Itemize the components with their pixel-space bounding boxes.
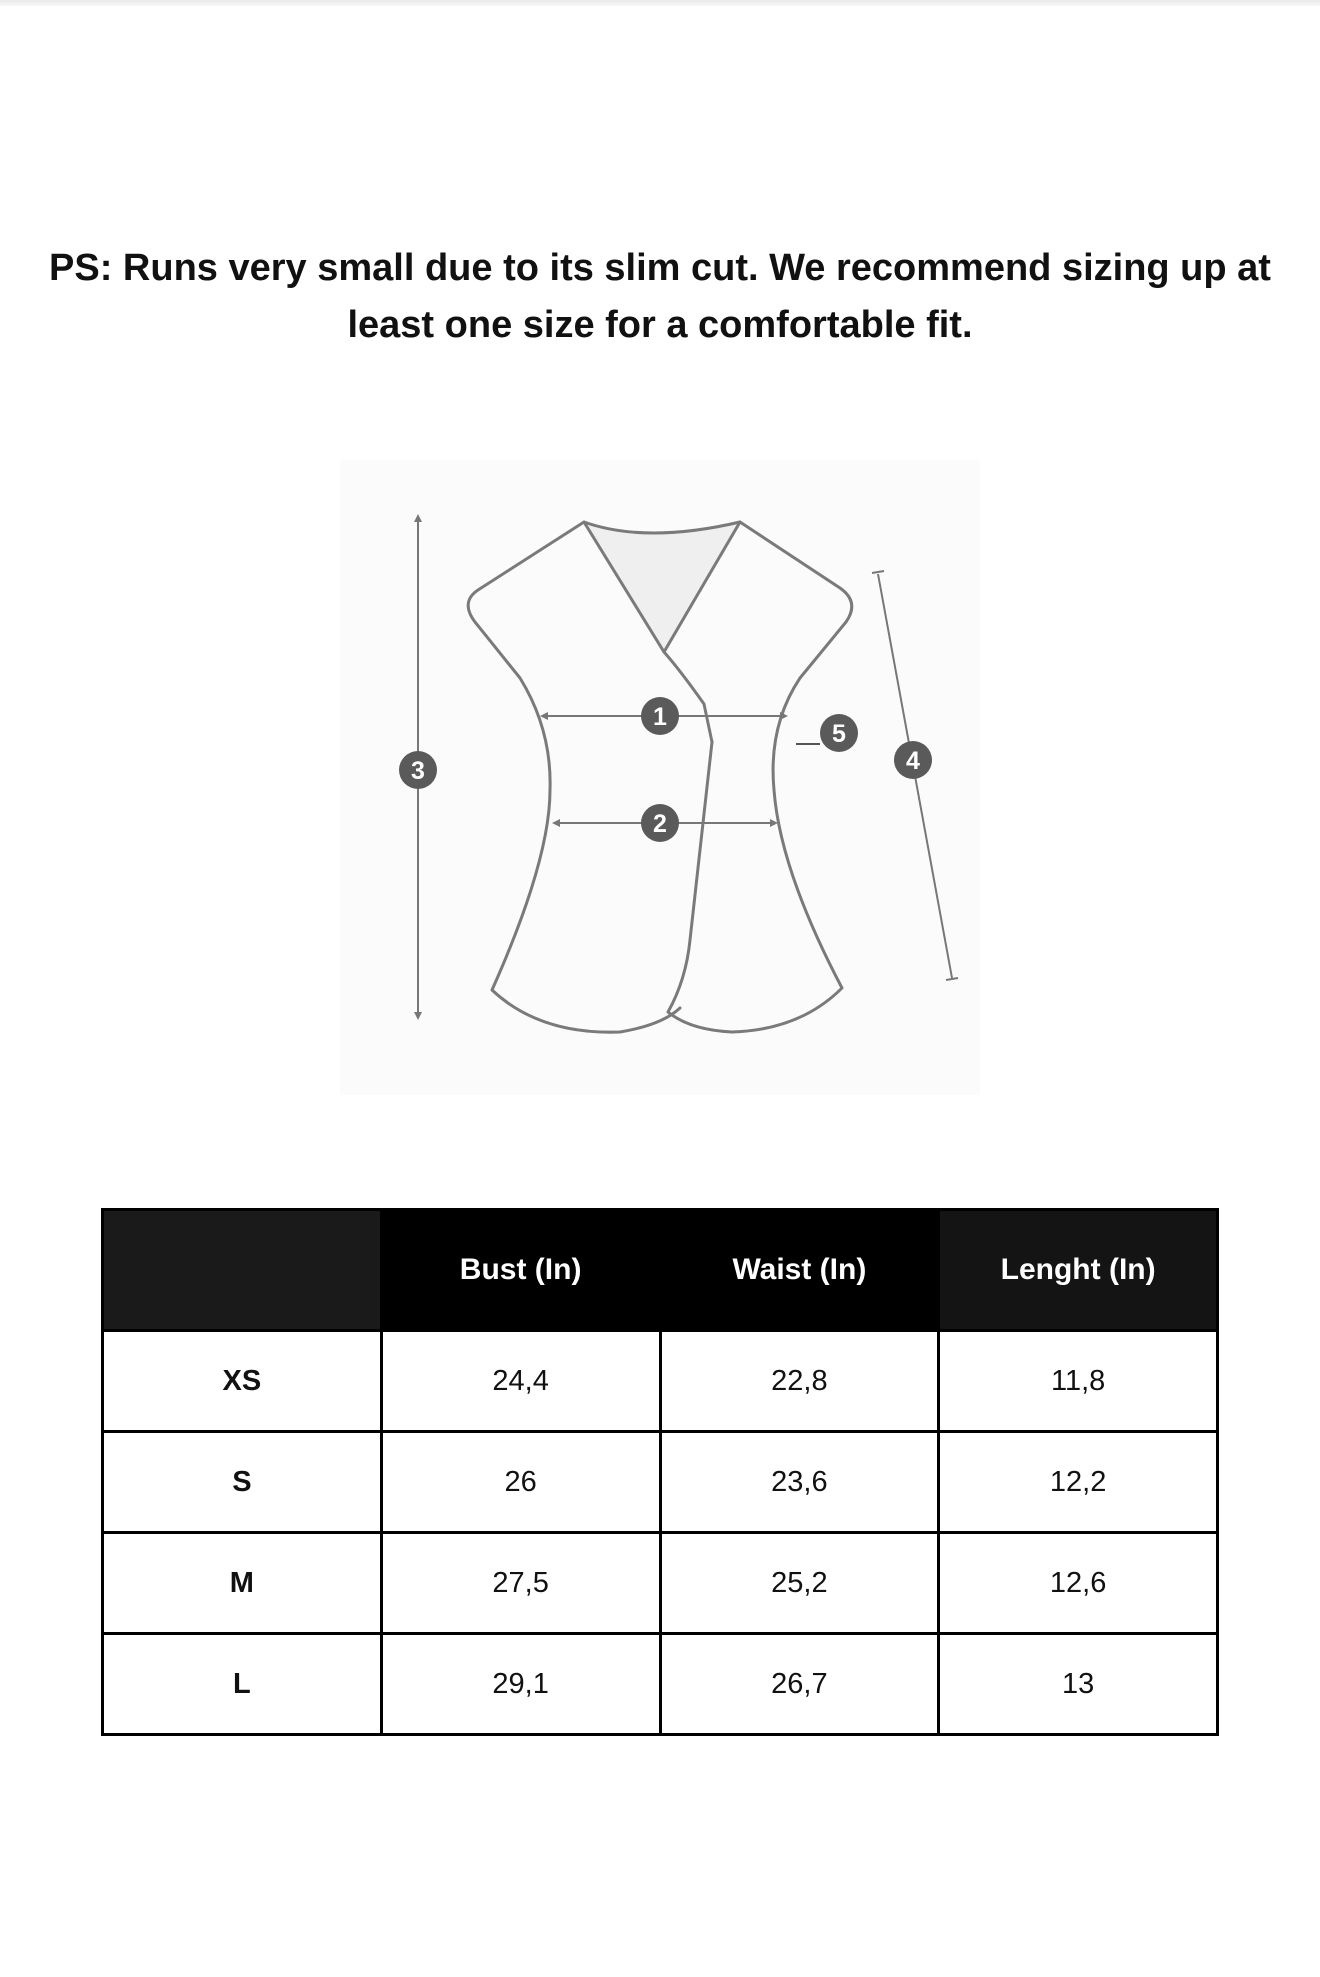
svg-text:3: 3 [411, 757, 425, 785]
table-row [103, 1533, 1218, 1634]
marker-5 [820, 714, 858, 752]
header-bust: Bust (In) [381, 1210, 660, 1331]
marker-1 [641, 697, 679, 735]
bust-value-cell: 29,1 [381, 1634, 660, 1735]
marker-2 [641, 804, 679, 842]
garment-illustration [340, 460, 980, 1095]
length-value-cell: 12,6 [939, 1533, 1218, 1634]
bust-arrow-right [780, 712, 788, 720]
bust-value-cell: 26 [381, 1432, 660, 1533]
header-waist: Waist (In) [660, 1210, 939, 1331]
sizing-note [0, 240, 1320, 354]
marker-4 [894, 741, 932, 779]
bust-value-cell: 27,5 [381, 1533, 660, 1634]
sizing-note-line-1: PS: Runs very small due to its slim cut. We recommend sizing up at [49, 247, 1271, 289]
length-value-cell: 13 [939, 1634, 1218, 1735]
bust-value-cell: 24,4 [381, 1331, 660, 1432]
svg-text:1: 1 [653, 703, 667, 731]
size-label-cell: L [103, 1634, 382, 1735]
waist-value-cell: 22,8 [660, 1331, 939, 1432]
garment-left-panel [468, 522, 740, 1032]
svg-text:4: 4 [906, 747, 920, 775]
sizing-note-line-2: least one size for a comfortable fit. [347, 304, 973, 346]
waist-arrow-left [552, 819, 560, 827]
neckline-fill [584, 522, 740, 652]
side-cap-top [872, 571, 884, 573]
bust-arrow-left [540, 712, 548, 720]
header-length: Lenght (In) [939, 1210, 1218, 1331]
waist-value-cell: 26,7 [660, 1634, 939, 1735]
size-label-cell: M [103, 1533, 382, 1634]
svg-text:5: 5 [832, 720, 846, 748]
length-arrow-bottom [414, 1012, 422, 1020]
table-row [103, 1331, 1218, 1432]
waist-value-cell: 23,6 [660, 1432, 939, 1533]
header-corner-cell [103, 1210, 382, 1331]
size-label-cell: XS [103, 1331, 382, 1432]
table-row [103, 1634, 1218, 1735]
length-arrow-top [414, 514, 422, 522]
size-chart-table [101, 1208, 1219, 1736]
length-value-cell: 11,8 [939, 1331, 1218, 1432]
table-row [103, 1432, 1218, 1533]
waist-value-cell: 25,2 [660, 1533, 939, 1634]
table-header-row [103, 1210, 1218, 1331]
svg-text:2: 2 [653, 810, 667, 838]
top-divider [0, 0, 1320, 6]
length-value-cell: 12,2 [939, 1432, 1218, 1533]
size-label-cell: S [103, 1432, 382, 1533]
marker-3 [399, 751, 437, 789]
side-cap-bottom [946, 978, 958, 980]
measurement-diagram [340, 460, 980, 1095]
